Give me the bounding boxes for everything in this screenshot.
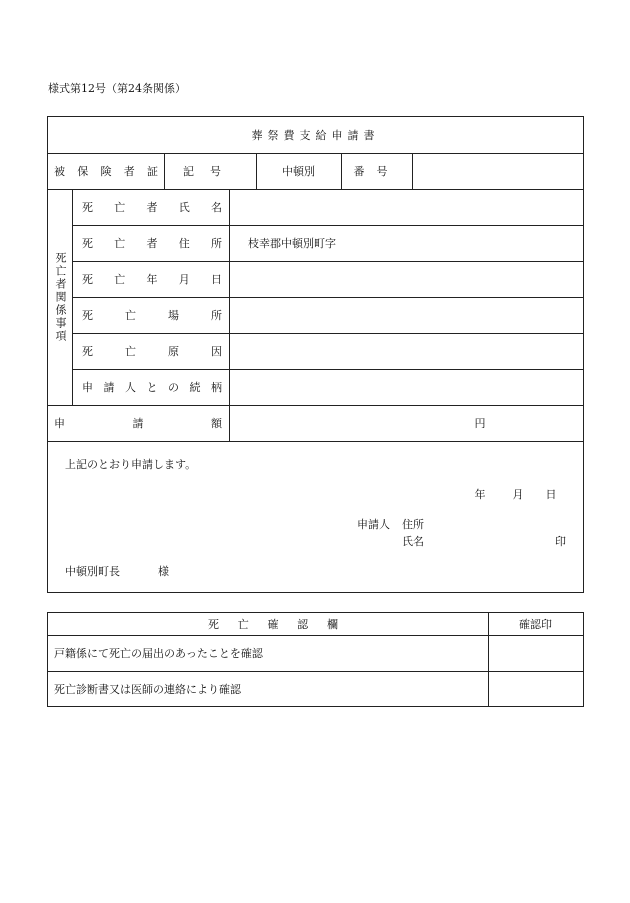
label-char: 請 [103, 381, 115, 394]
date-year-label: 年 [474, 488, 486, 501]
label-char: 欄 [327, 618, 338, 631]
label-char: 因 [211, 345, 222, 358]
confirmation-header [208, 613, 338, 635]
label-char: 申 [82, 381, 93, 394]
label-char: 場 [168, 309, 179, 322]
death-cause-value[interactable] [248, 333, 578, 369]
rule [229, 189, 230, 441]
relationship-value[interactable] [248, 369, 578, 405]
deceased-name-label [82, 189, 222, 225]
death-cause-label [82, 333, 222, 369]
deceased-section-label-text: 死亡者関係事項 [54, 251, 67, 343]
addressee: 中頓別町長 [65, 565, 120, 578]
form-reference: 様式第12号（第24条関係） [48, 82, 186, 95]
death-confirmation-table [47, 612, 584, 707]
label-char: 人 [125, 381, 136, 394]
date-day-label: 日 [545, 488, 557, 501]
deceased-section-label [48, 189, 72, 405]
declaration-statement: 上記のとおり申請します。 [65, 458, 197, 471]
amount-label [54, 405, 222, 441]
label-char: 者 [146, 237, 158, 250]
deceased-address-label [82, 225, 222, 261]
confirmation-seal-registry[interactable] [488, 635, 583, 671]
label-char: 確 [267, 618, 279, 631]
label-char: 所 [211, 237, 222, 250]
label-char: 死 [82, 309, 93, 322]
relationship-label [82, 369, 222, 405]
label-char: 申 [54, 417, 65, 430]
date-month-label: 月 [512, 488, 524, 501]
label-char: 亡 [237, 618, 249, 631]
label-char: 認 [297, 618, 309, 631]
amount-value[interactable] [229, 405, 459, 441]
label-char: 所 [211, 309, 222, 322]
symbol-label: 記号 [183, 165, 237, 178]
deceased-name-value[interactable] [248, 189, 578, 225]
insurance-card-label [54, 153, 158, 189]
label-char: 亡 [114, 273, 126, 286]
death-date-value[interactable] [248, 261, 578, 297]
label-char: の [168, 381, 179, 394]
rule [412, 153, 413, 189]
number-value[interactable] [418, 153, 578, 189]
label-char: 死 [82, 201, 93, 214]
label-char: 柄 [211, 381, 222, 394]
death-place-value[interactable] [248, 297, 578, 333]
label-char: 月 [178, 273, 190, 286]
label-char: 続 [189, 381, 201, 394]
label-char: 被 [54, 165, 65, 178]
label-char: と [146, 381, 158, 394]
label-char: 亡 [114, 237, 126, 250]
confirmation-row-certificate: 死亡診断書又は医師の連絡により確認 [54, 682, 241, 696]
label-char: 亡 [114, 201, 126, 214]
label-char: 原 [168, 345, 179, 358]
death-date-label [82, 261, 222, 297]
number-label: 番号 [353, 165, 400, 178]
label-char: 名 [211, 201, 222, 214]
amount-unit: 円 [474, 417, 486, 430]
confirmation-row-registry: 戸籍係にて死亡の届出のあったことを確認 [54, 647, 263, 660]
label-char: 者 [123, 165, 135, 178]
label-char: 者 [146, 201, 158, 214]
label-char: 保 [77, 165, 89, 178]
label-char: 日 [211, 273, 222, 286]
label-char: 険 [100, 165, 112, 178]
label-char: 証 [147, 165, 158, 178]
rule [72, 189, 73, 405]
applicant-name-label: 氏名 [402, 535, 424, 548]
applicant-label: 申請人 [357, 518, 390, 531]
deceased-address-value[interactable]: 枝幸郡中頓別町字 [248, 237, 336, 250]
form-title: 葬祭費支給申請書 [251, 129, 380, 142]
confirmation-seal-header: 確認印 [519, 618, 552, 631]
label-char: 住 [178, 237, 190, 250]
addressee-honorific: 様 [158, 565, 169, 578]
seal-mark: 印 [555, 535, 566, 548]
applicant-address-label: 住所 [402, 518, 424, 531]
label-char: 死 [208, 618, 219, 631]
confirmation-seal-certificate[interactable] [488, 671, 583, 706]
funeral-expense-application-table [47, 116, 584, 593]
symbol-value[interactable]: 中頓別 [282, 165, 315, 178]
label-char: 氏 [178, 201, 190, 214]
label-char: 額 [211, 417, 222, 430]
label-char: 死 [82, 345, 93, 358]
label-char: 亡 [125, 345, 136, 358]
label-char: 死 [82, 237, 93, 250]
label-char: 請 [132, 417, 144, 430]
label-char: 死 [82, 273, 93, 286]
rule [48, 441, 583, 442]
death-place-label [82, 297, 222, 333]
label-char: 亡 [125, 309, 136, 322]
label-char: 年 [146, 273, 158, 286]
